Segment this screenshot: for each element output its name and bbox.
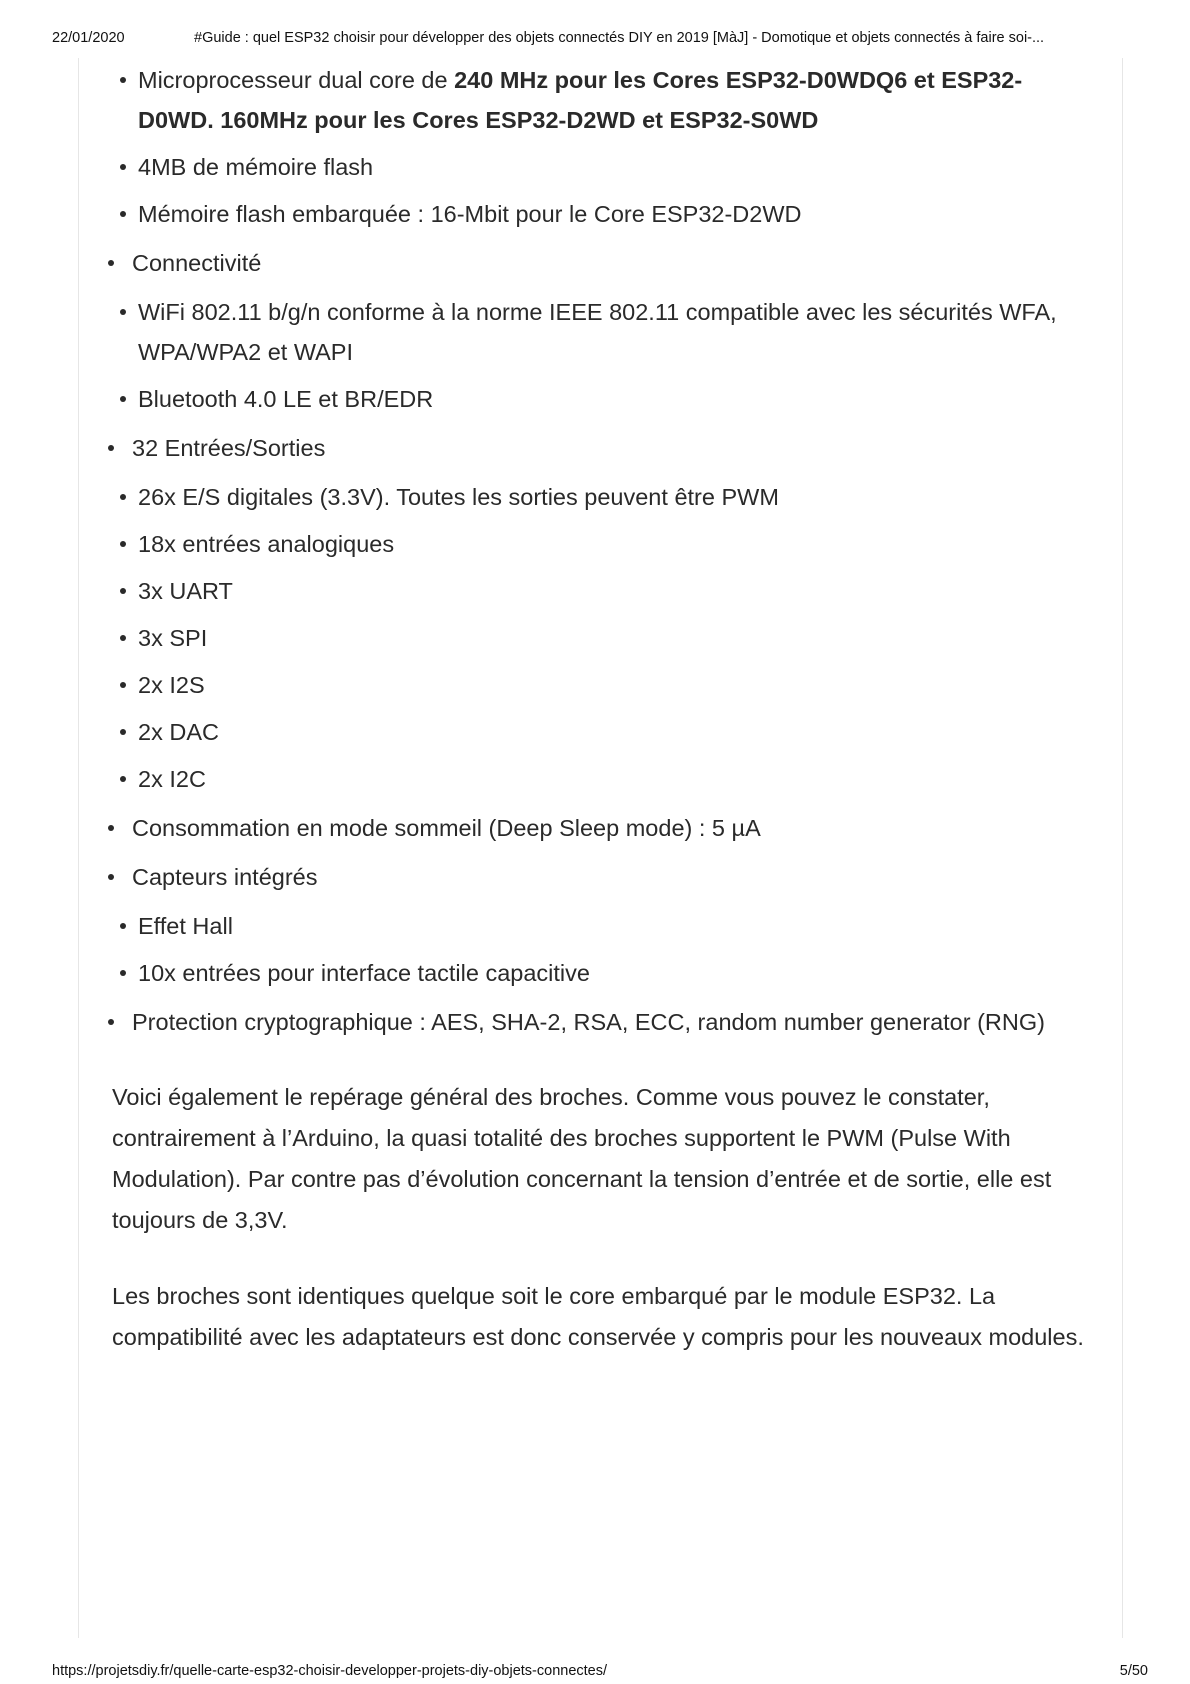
cpu-bold-text: 240 MHz pour les Cores ESP32-D0WDQ6 et ESP32-D0WD. 160MHz pour les Cores ESP32-D2WD et ESP32-S0WD [138,67,1023,133]
list-item-uart: 3x UART [118,571,1080,611]
list-item-flash: 4MB de mémoire flash [118,147,1080,187]
list-item-i2s: 2x I2S [118,665,1080,705]
page-frame-left [78,58,79,1638]
paragraph-pin-compatibility: Les broches sont identiques quelque soit le core embarqué par le module ESP32. La compatibilité avec les adaptateurs est donc conservée y compris pour les nouveaux modules. [112,1283,1084,1350]
list-item-sensors [100,857,1080,993]
io-sublist [118,477,1080,799]
print-header [52,30,1148,50]
list-item-touch-inputs: 10x entrées pour interface tactile capacitive [118,953,1080,993]
list-item-io [100,428,1080,799]
list-item-embedded-flash: Mémoire flash embarquée : 16-Mbit pour le Core ESP32-D2WD [118,194,1080,234]
sensors-sublist [118,906,1080,993]
io-label: 32 Entrées/Sorties [132,435,326,461]
list-item-cpu [118,60,1080,140]
connectivity-sublist [118,292,1080,419]
cpu-text: Microprocesseur dual core de [138,67,455,93]
page-number: 5/50 [1119,1663,1148,1679]
connectivity-label: Connectivité [132,250,262,276]
list-item-connectivity [100,243,1080,419]
list-item-hall-effect: Effet Hall [118,906,1080,946]
cpu-sublist [100,60,1080,234]
list-item-spi: 3x SPI [118,618,1080,658]
list-item-analog-inputs: 18x entrées analogiques [118,524,1080,564]
list-item-deep-sleep: Consommation en mode sommeil (Deep Sleep mode) : 5 µA [100,808,1080,848]
article-content [100,60,1084,1358]
print-page-title: #Guide : quel ESP32 choisir pour développer des objets connectés DIY en 2019 [MàJ] - Domotique et objets connectés à faire soi-... [194,30,1045,46]
page-frame-right [1122,58,1123,1638]
list-item-digital-io: 26x E/S digitales (3.3V). Toutes les sorties peuvent être PWM [118,477,1080,517]
features-list [100,243,1080,1042]
sensors-label: Capteurs intégrés [132,864,318,890]
print-url: https://projetsdiy.fr/quelle-carte-esp32-choisir-developper-projets-diy-objets-connectes/ [52,1663,608,1679]
list-item-bluetooth: Bluetooth 4.0 LE et BR/EDR [118,379,1080,419]
list-item-dac: 2x DAC [118,712,1080,752]
print-date: 22/01/2020 [52,30,125,46]
paragraph-pinout-intro: Voici également le repérage général des broches. Comme vous pouvez le constater, contrairement à l’Arduino, la quasi totalité des broches supportent le PWM (Pulse With Modulation). Par contre pas d’évolution concernant la tension d’entrée et de sortie, elle est toujours de 3,3V. [112,1084,1052,1233]
list-item-wifi: WiFi 802.11 b/g/n conforme à la norme IEEE 802.11 compatible avec les sécurités WFA, WPA/WPA2 et WAPI [118,292,1080,372]
list-item-i2c: 2x I2C [118,759,1080,799]
list-item-crypto: Protection cryptographique : AES, SHA-2, RSA, ECC, random number generator (RNG) [100,1002,1080,1042]
print-footer [52,1663,1148,1683]
